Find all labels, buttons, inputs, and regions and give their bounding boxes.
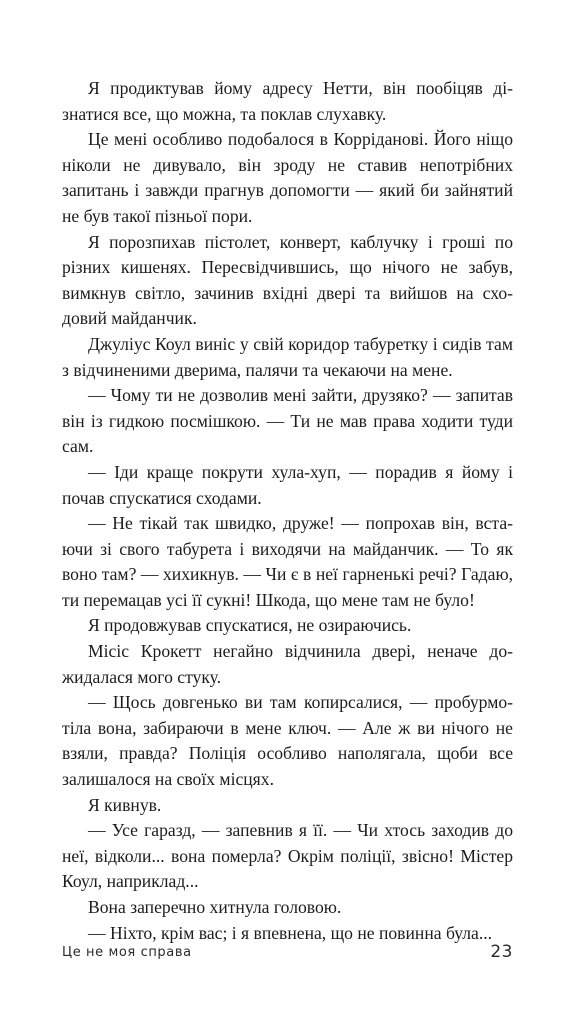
running-title: Це не моя справа <box>62 945 192 960</box>
page-number: 23 <box>490 942 513 962</box>
paragraph-8: Я продовжував спускатися, не озираючись. <box>88 615 412 636</box>
paragraph-9: Місіс Крокетт негайно відчинила двері, неначе дожидалася мого стуку. <box>62 641 513 687</box>
paragraph-3: Я порозпихав пістолет, конверт, каблучку і гроші по різних кишенях. Пересвідчившись, що нічого не забув, вимкнув світло, зачинив вхідні двері та вийшов на сходовий майданчик. <box>62 231 513 329</box>
body-text <box>62 76 513 946</box>
paragraph-1: Я продиктував йому адресу Нетти, він пообіцяв дізнатися все, що можна, та поклав слухавку. <box>62 78 513 124</box>
paragraph-12: — Усе гаразд, — запевнив я її. — Чи хтось заходив до неї, відколи... вона померла? Окрім поліції, звісно! Містер Коул, наприклад... <box>62 820 513 892</box>
paragraph-13: Вона заперечно хитнула головою. <box>88 897 342 917</box>
paragraph-4: Джуліус Коул виніс у свій коридор табуретку і сидів там з відчиненими дверима, палячи та чекаючи на мене. <box>62 333 513 380</box>
paragraph-10: — Щось довгенько ви там копирсалися, — пробурмотіла вона, забираючи в мене ключ. — Але ж ви нічого не взяли, правда? Поліція особливо наполягала, щоби все залишалося на своїх місцях. <box>62 692 513 790</box>
page-footer <box>62 940 513 964</box>
paragraph-7: — Не тікай так швидко, друже! — попрохав він, встаючи зі свого табурета і виходячи на майданчик. — То як воно там? — хихикнув. — Чи є в неї гарненькі речі? Гадаю, ти перемацав усі її сукні! Шкода, що мене там не було! <box>62 513 513 610</box>
paragraph-5: — Чому ти не дозволив мені зайти, друзяко? — запитав він із гидкою посмішкою. — Ти не мав права ходити туди сам. <box>62 385 513 457</box>
paragraph-14: — Ніхто, крім вас; і я впевнена, що не повинна була... <box>88 922 493 943</box>
paragraph-6: — Іди краще покрути хула-хуп, — порадив я йому і почав спускатися сходами. <box>62 461 513 508</box>
paragraph-2: Це мені особливо подобалося в Корріданові. Його ніщо ніколи не дивувало, він зроду не ставив непотрібних запитань і завжди прагнув допомогти — який би зайнятий не був такої пізньої пори. <box>62 129 513 226</box>
paragraph-11: Я кивнув. <box>88 794 162 815</box>
